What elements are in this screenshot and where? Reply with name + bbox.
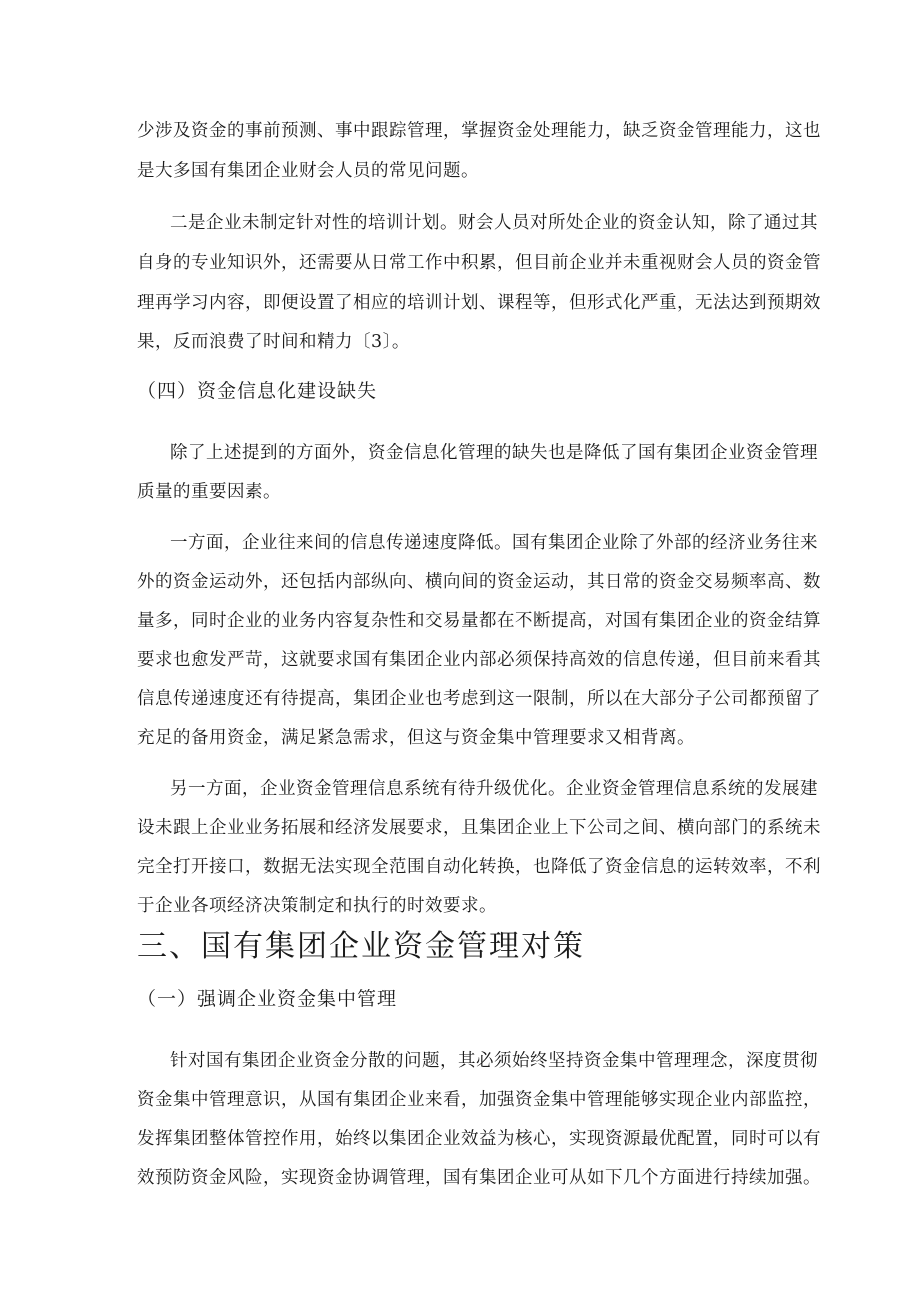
text-line: 一方面，企业往来间的信息传递速度降低。国有集团企业除了外部的经济业务往来 [170,533,818,553]
text-line: 于企业各项经济决策制定和执行的时效要求。 [137,896,497,916]
text-line: 是大多国有集团企业财会人员的常见问题。 [137,161,479,181]
text-line: 要求也愈发严苛，这就要求国有集团企业内部必须保持高效的信息传递，但目前来看其 [137,650,821,670]
text-line: 质量的重要因素。 [137,482,281,502]
text-line: 少涉及资金的事前预测、事中跟踪管理，掌握资金处理能力，缺乏资金管理能力，这也 [137,121,821,141]
text-line: 信息传递速度还有待提高，集团企业也考虑到这一限制，所以在大部分子公司都预留了 [137,689,821,709]
text-line: 二是企业未制定针对性的培训计划。财会人员对所处企业的资金认知，除了通过其 [170,213,818,233]
text-line: 外的资金运动外，还包括内部纵向、横向间的资金运动，其日常的资金交易频率高、数 [137,572,821,592]
text-line: 充足的备用资金，满足紧急需求，但这与资金集中管理要求又相背离。 [137,728,695,748]
text-line: 除了上述提到的方面外，资金信息化管理的缺失也是降低了国有集团企业资金管理 [170,443,818,463]
section-subheading-1: （一）强调企业资金集中管理 [137,988,398,1010]
text-line: 果，反而浪费了时间和精力〔3〕。 [137,332,410,352]
section-heading-3: 三、国有集团企业资金管理对策 [137,929,585,964]
text-line: 完全打开接口，数据无法实现全范围自动化转换，也降低了资金信息的运转效率，不利 [137,857,821,877]
text-line: 量多，同时企业的业务内容复杂性和交易量都在不断提高，对国有集团企业的资金结算 [137,611,821,631]
text-line: 设未跟上企业业务拓展和经济发展要求，且集团企业上下公司之间、横向部门的系统未 [137,818,821,838]
text-line: 资金集中管理意识，从国有集团企业来看，加强资金集中管理能够实现企业内部监控， [137,1090,821,1110]
text-line: 另一方面，企业资金管理信息系统有待升级优化。企业资金管理信息系统的发展建 [170,779,818,799]
section-subheading-4: （四）资金信息化建设缺失 [137,380,378,402]
text-line: 针对国有集团企业资金分散的问题，其必须始终坚持资金集中管理理念，深度贯彻 [170,1051,818,1071]
text-line: 自身的专业知识外，还需要从日常工作中积累，但目前企业并未重视财会人员的资金管 [137,253,821,273]
text-line: 发挥集团整体管控作用，始终以集团企业效益为核心，实现资源最优配置，同时可以有 [137,1129,821,1149]
text-line: 理再学习内容，即便设置了相应的培训计划、课程等，但形式化严重，无法达到预期效 [137,293,821,313]
text-line: 效预防资金风险，实现资金协调管理，国有集团企业可从如下几个方面进行持续加强。 [137,1168,821,1188]
